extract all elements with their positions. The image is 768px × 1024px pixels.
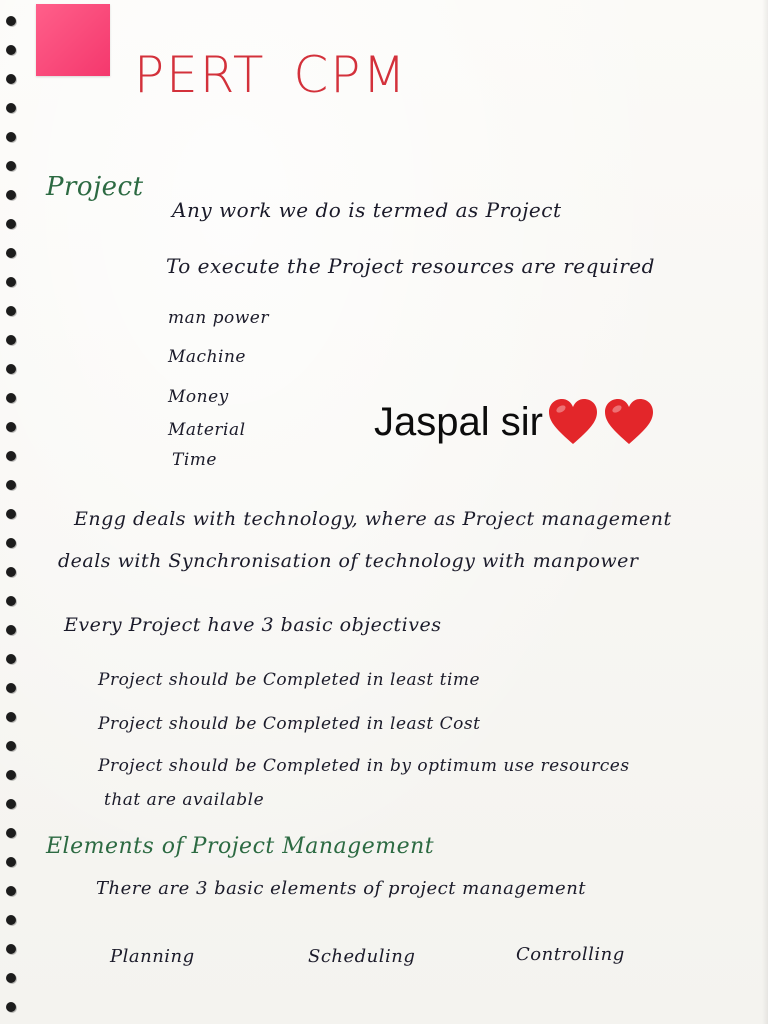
spiral-hole [6,364,16,374]
spiral-hole [6,45,16,55]
spiral-hole [6,335,16,345]
objective-item-cost: Project should be Completed in least Cost [98,714,481,734]
element-item-planning: Planning [110,946,195,967]
elements-heading: Elements of Project Management [46,834,435,859]
spiral-hole [6,219,16,229]
title-word-pert: PERT [134,46,266,104]
spiral-hole [6,451,16,461]
jaspal-sir-watermark [374,398,655,446]
spiral-hole [6,190,16,200]
objective-item-time: Project should be Completed in least time [98,670,481,690]
spiral-hole [6,944,16,954]
project-heading: Project [46,172,144,202]
spiral-hole [6,277,16,287]
element-item-scheduling: Scheduling [308,946,416,967]
elements-intro: There are 3 basic elements of project management [96,878,587,899]
spiral-hole [6,567,16,577]
objective-item-resources: Project should be Completed in by optimum use resources [98,756,630,776]
objective-item-available: that are available [104,790,265,810]
spiral-hole [6,828,16,838]
spiral-hole [6,393,16,403]
spiral-hole [6,741,16,751]
page-title [134,46,408,104]
spiral-hole [6,857,16,867]
resource-item-machine: Machine [168,347,246,367]
spiral-hole [6,132,16,142]
element-item-controlling: Controlling [516,944,625,965]
resource-item-time: Time [172,450,217,470]
spiral-hole [6,770,16,780]
spiral-hole [6,306,16,316]
spiral-hole [6,1002,16,1012]
spiral-hole [6,538,16,548]
project-definition: Any work we do is termed as Project [172,198,562,222]
watermark-text: Jaspal sir [374,399,543,444]
resource-item-material: Material [168,420,246,440]
sticky-note [36,4,110,76]
engg-line-2: deals with Synchronisation of technology with manpower [58,550,639,572]
spiral-hole [6,16,16,26]
spiral-hole [6,915,16,925]
spiral-hole [6,509,16,519]
resource-item-manpower: man power [168,308,269,328]
spiral-hole [6,683,16,693]
spiral-binding [0,0,26,1024]
spiral-hole [6,886,16,896]
spiral-hole [6,712,16,722]
page-edge-shadow [762,0,768,1024]
spiral-hole [6,74,16,84]
title-word-cpm: CPM [293,46,408,104]
engg-line-1: Engg deals with technology, where as Project management [74,508,672,530]
spiral-hole [6,248,16,258]
resources-line: To execute the Project resources are required [166,254,655,278]
heart-icon [547,398,599,446]
resource-item-money: Money [168,387,229,407]
spiral-hole [6,625,16,635]
heart-icon [603,398,655,446]
objectives-heading: Every Project have 3 basic objectives [64,614,442,636]
spiral-hole [6,596,16,606]
spiral-hole [6,799,16,809]
spiral-hole [6,161,16,171]
spiral-hole [6,973,16,983]
spiral-hole [6,422,16,432]
spiral-hole [6,654,16,664]
spiral-hole [6,103,16,113]
spiral-hole [6,480,16,490]
